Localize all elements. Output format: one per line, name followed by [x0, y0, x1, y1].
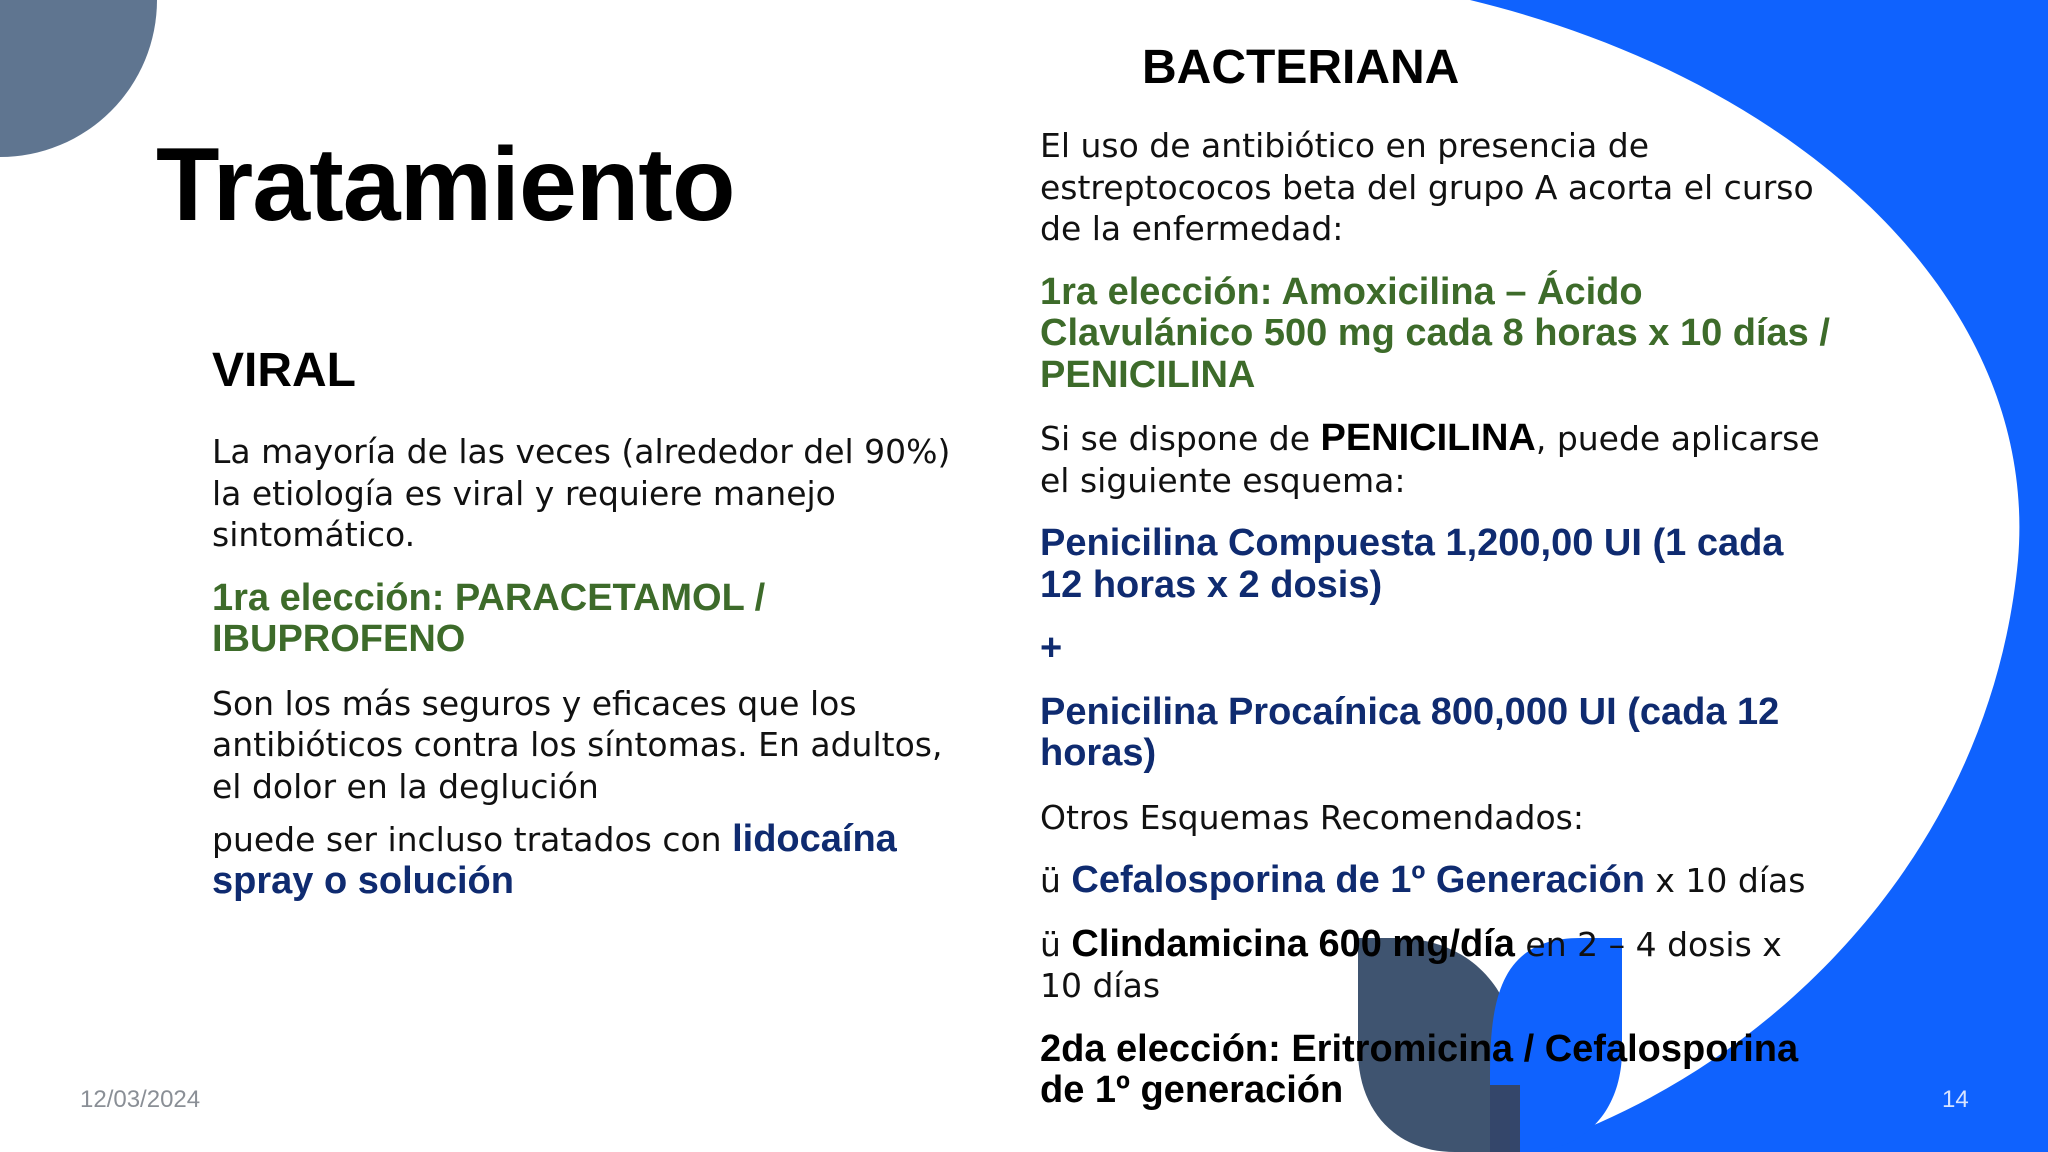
cefalosporina-rest: x 10 días — [1644, 861, 1806, 900]
penicilina-prefix: Si se dispone de — [1040, 419, 1321, 458]
viral-safety-text: Son los más seguros y eficaces que los antibióticos contra los síntomas. En adultos, el dolor en la deglución — [212, 683, 943, 806]
dose-compuesta: Penicilina Compuesta 1,200,00 UI (1 cada 12 horas x 2 dosis) — [1040, 522, 1784, 606]
viral-intro: La mayoría de las veces (alrededor del 90%) la etiología es viral y requiere manejo sintomático. — [212, 432, 951, 554]
penicilina-bold: PENICILINA — [1320, 417, 1536, 459]
slide-title: Tratamiento — [156, 127, 735, 243]
clindamicina-bold: Clindamicina 600 mg/día — [1071, 922, 1515, 965]
bullet-item-cefalosporina — [1040, 860, 1830, 902]
penicilina-suffix: , puede aplicarse el siguiente esquema: — [1040, 419, 1820, 500]
slide-date: 12/03/2024 — [80, 1086, 201, 1113]
penicilina-scheme-text — [1040, 418, 1830, 501]
lidocaine-highlight: lidocaína spray o solución — [212, 818, 897, 902]
viral-heading: VIRAL — [212, 344, 356, 397]
cefalosporina-bold: Cefalosporina de 1º Generación — [1071, 859, 1645, 901]
bacteriana-heading: BACTERIANA — [1142, 41, 1460, 94]
otros-esquemas-label: Otros Esquemas Recomendados: — [1040, 797, 1584, 837]
slide-number: 14 — [1942, 1086, 1969, 1113]
bullet-marker: ü — [1040, 861, 1061, 900]
viral-treatment-text — [212, 819, 982, 902]
bullet-marker: ü — [1040, 924, 1061, 964]
second-choice: 2da elección: Eritromicina / Cefalosporina de 1º generación — [1040, 1027, 1799, 1111]
viral-treatment-prefix: puede ser incluso tratados con — [212, 820, 733, 859]
clindamicina-rest: en 2 – 4 dosis x 10 días — [1040, 924, 1782, 1005]
dose-procainica: Penicilina Procaínica 800,000 UI (cada 12 horas) — [1040, 690, 1780, 774]
viral-first-choice: 1ra elección: PARACETAMOL / IBUPROFENO — [212, 576, 766, 660]
viral-column — [212, 431, 982, 924]
bullet-item-clindamicina — [1040, 924, 1830, 1007]
bacteriana-column — [1040, 125, 1830, 1134]
plus-sign: + — [1040, 627, 1063, 669]
bacteriana-first-choice: 1ra elección: Amoxicilina – Ácido Clavulánico 500 mg cada 8 horas x 10 días / PENICILINA — [1040, 270, 1830, 396]
bacteriana-intro: El uso de antibiótico en presencia de estreptococos beta del grupo A acorta el curso de la enfermedad: — [1040, 126, 1814, 248]
